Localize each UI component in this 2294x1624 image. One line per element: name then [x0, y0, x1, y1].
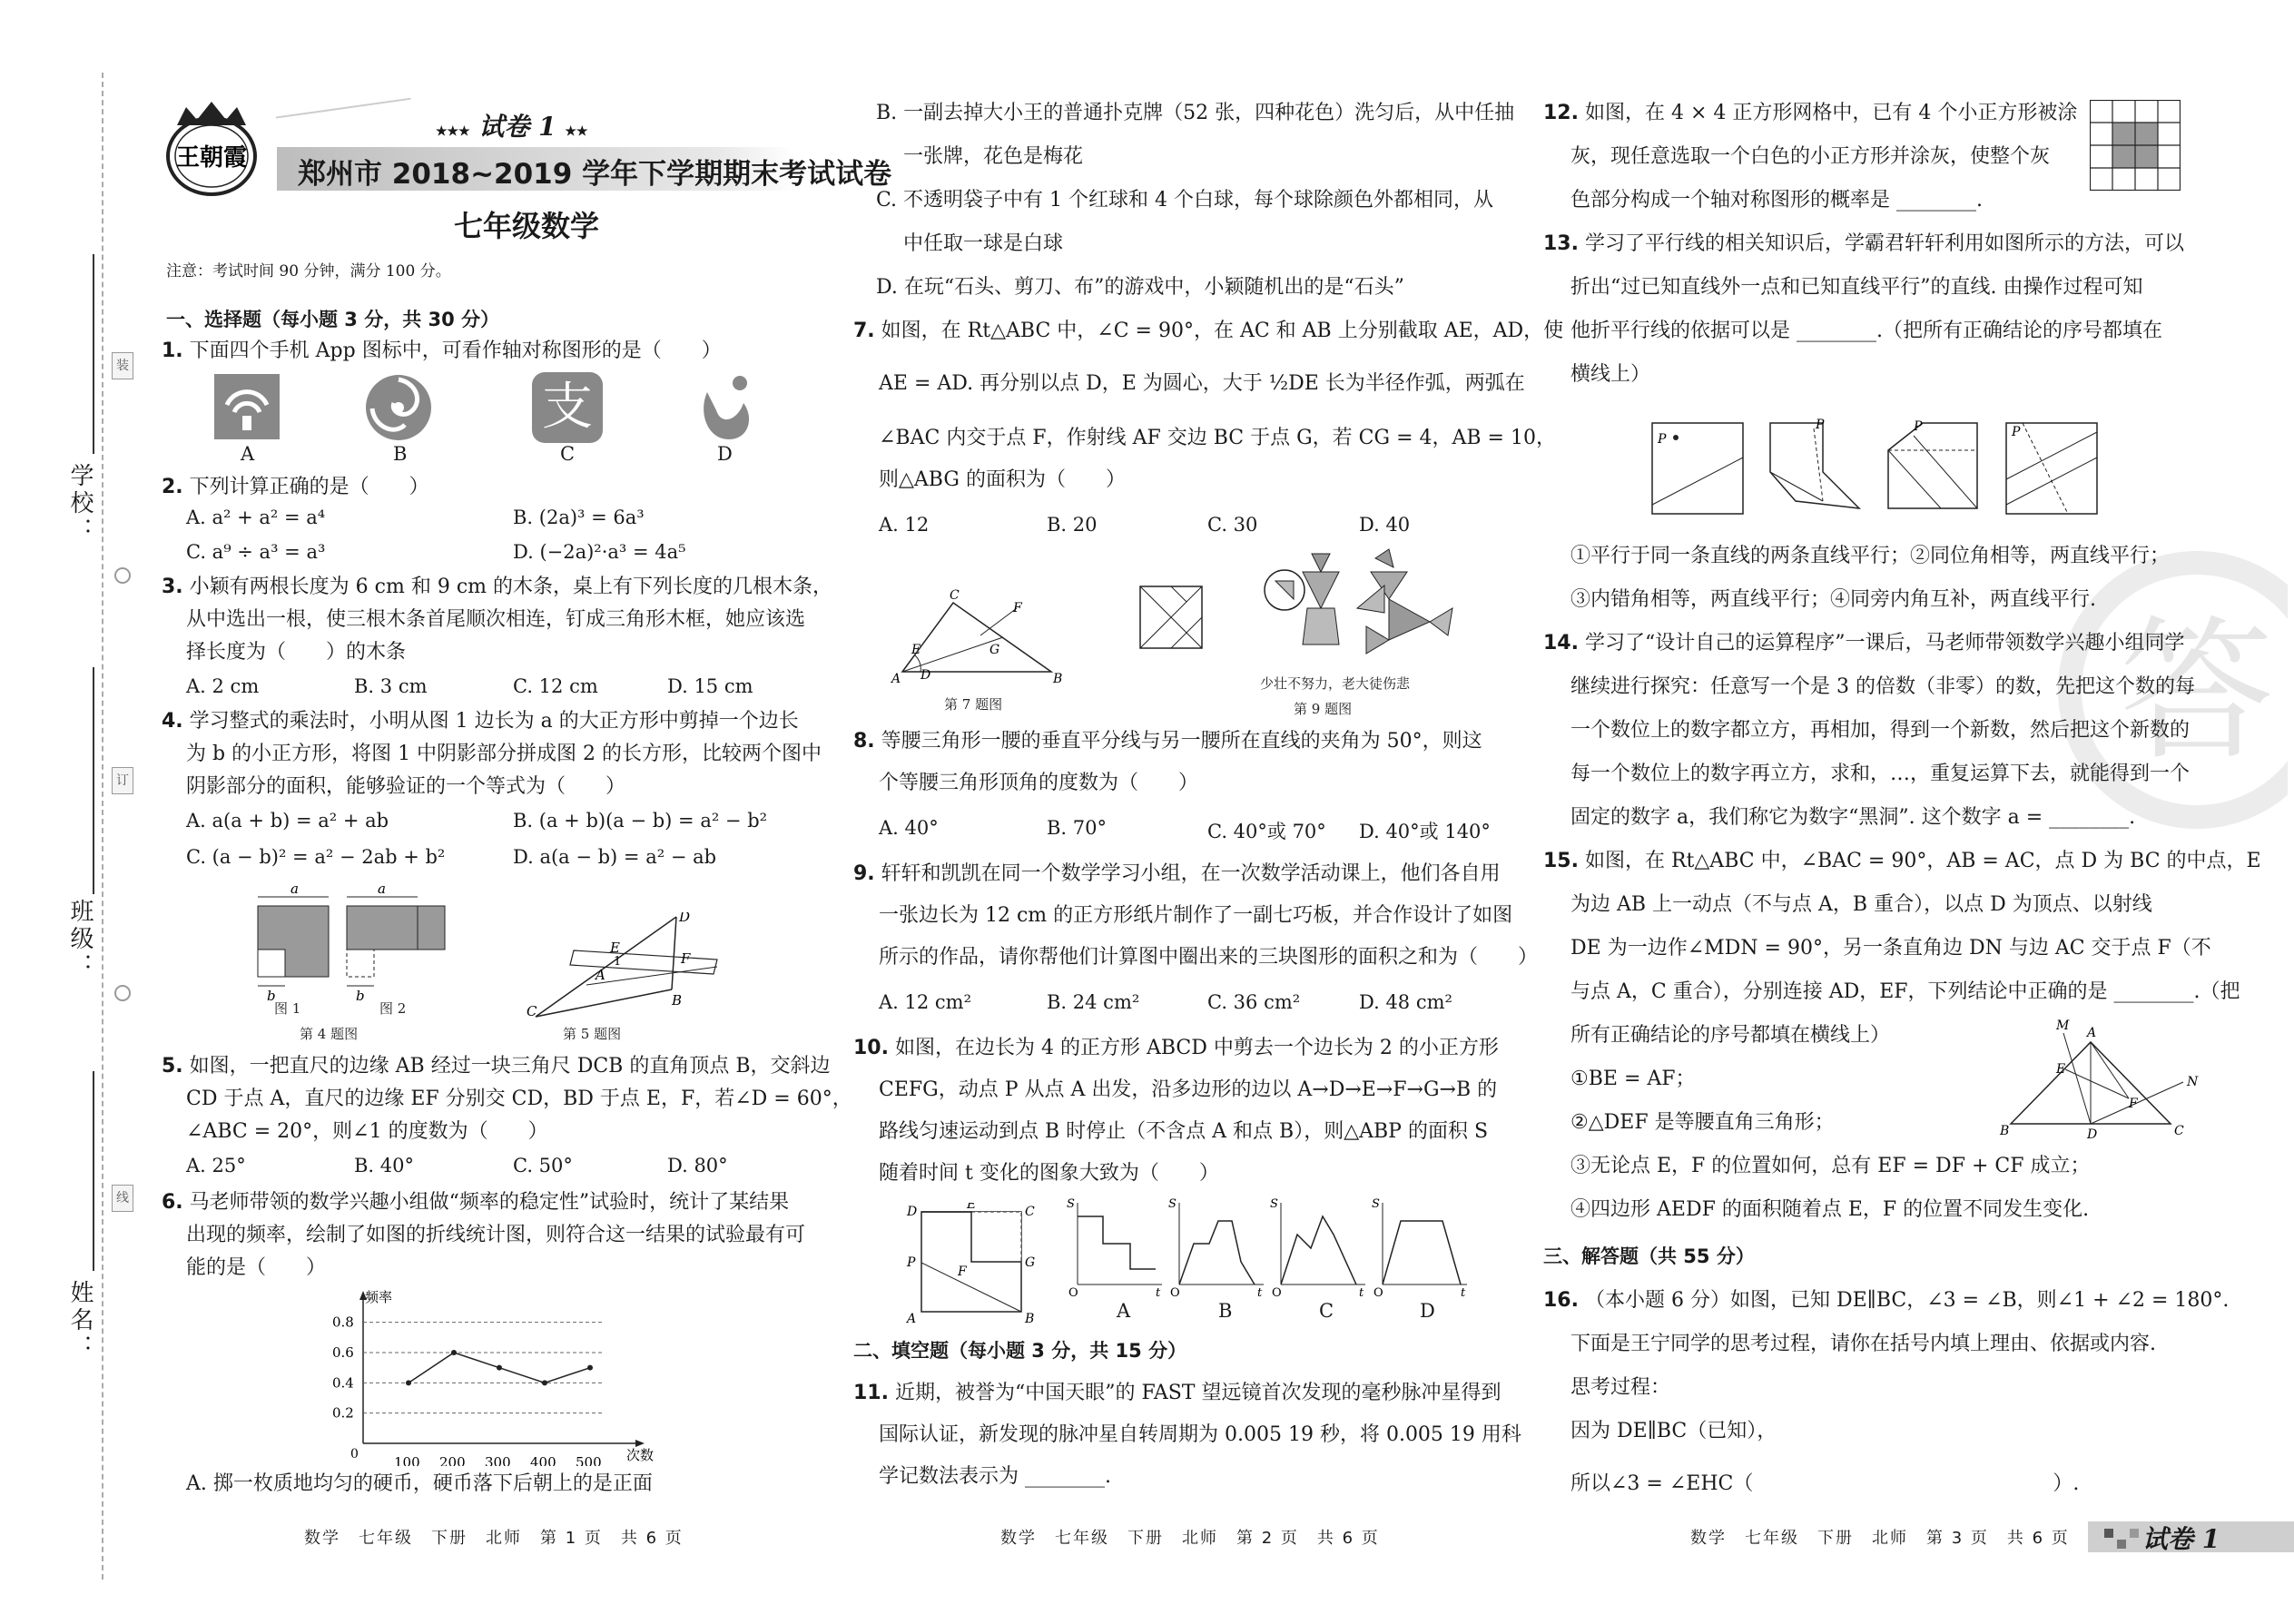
q6-option-c-line-1[interactable]: C. 不透明袋子中有 1 个红球和 4 个白球，每个球除颜色外都相同，从	[876, 189, 1494, 212]
q7-line-3: ∠BAC 内交于点 F，作射线 AF 交边 BC 于点 G，若 CG = 4，AB = 10，	[879, 427, 1556, 449]
seal-xian: 线	[112, 1185, 133, 1212]
fold-step-4	[2006, 423, 2097, 514]
q5-option-a[interactable]: A. 25°	[186, 1155, 246, 1176]
binding-hole-1	[114, 567, 131, 584]
q1-label-c: C	[560, 443, 576, 465]
q7-line-2: AE = AD. 再分别以点 D，E 为圆心，大于 ½DE 长为半径作弧，两弧在	[879, 372, 1525, 395]
class-label: 班级：	[66, 899, 94, 980]
q4-fig2-caption: 图 2	[379, 1000, 407, 1017]
binding-dashed-line	[102, 73, 103, 1580]
footer-square-3	[2130, 1529, 2139, 1538]
q9-option-c[interactable]: C. 36 cm²	[1207, 991, 1301, 1013]
svg-text:C: C	[527, 1003, 537, 1019]
svg-text:E: E	[967, 1203, 977, 1212]
chart-ytick-label: 0.2	[332, 1404, 354, 1422]
q16-line-4: 因为 DE∥BC（已知），	[1570, 1420, 1777, 1442]
q10-square-figure	[903, 1203, 1039, 1325]
logo-text: 王朝霞	[175, 144, 248, 172]
q8-option-c[interactable]: C. 40°或 70°	[1207, 821, 1326, 842]
q7-figure-caption: 第 7 题图	[944, 696, 1003, 713]
svg-text:S: S	[1270, 1198, 1278, 1211]
chart-xlabel: 次数	[626, 1447, 655, 1463]
tangram-square-figure	[1139, 586, 1203, 649]
svg-text:B: B	[1053, 672, 1063, 685]
q5-option-c[interactable]: C. 50°	[513, 1155, 573, 1176]
q7-figure	[890, 581, 1071, 685]
q10-line-2: CEFG，动点 P 从点 A 出发，沿多边形的边以 A→D→E→F→G→B 的	[879, 1078, 1498, 1101]
chart-data-point	[542, 1380, 547, 1385]
footer-square-1	[2104, 1529, 2113, 1538]
q16-line-2: 下面是王宁同学的思考过程，请你在括号内填上理由、依据或内容.	[1570, 1333, 2156, 1355]
q15-statement-4: ④四边形 AEDF 的面积随着点 E，F 的位置不同发生变化.	[1570, 1198, 2090, 1221]
q8-line-2: 个等腰三角形顶角的度数为（ ）	[879, 772, 1199, 794]
q14-line-1: 14. 学习了“设计自己的运算程序”一课后，马老师带领数学兴趣小组同学	[1543, 632, 2185, 655]
q3-option-a[interactable]: A. 2 cm	[186, 675, 260, 697]
q13-line-3[interactable]: 他折平行线的依据可以是 ________.（把所有正确结论的序号都填在	[1570, 320, 2162, 342]
footer-page-1: 数学 七年级 下册 北师 第 1 页 共 6 页	[304, 1529, 684, 1548]
svg-text:t: t	[1156, 1286, 1161, 1298]
q4-line-1: 4. 学习整式的乘法时，小明从图 1 边长为 a 的大正方形中剪掉一个边长	[162, 710, 799, 733]
svg-text:C: C	[950, 588, 960, 603]
svg-text:答: 答	[2119, 602, 2275, 782]
svg-text:A: A	[907, 1312, 917, 1325]
alipay-app-icon: 支	[532, 372, 603, 443]
paper-tag: ★★★ 试卷 1 ★★	[436, 112, 588, 142]
class-field-line[interactable]	[93, 667, 94, 894]
svg-text:F: F	[2129, 1097, 2138, 1111]
svg-text:t: t	[1257, 1286, 1263, 1298]
q1-label-b: B	[393, 443, 408, 465]
binding-hole-2	[114, 985, 131, 1001]
chart-data-point	[406, 1380, 411, 1385]
brand-logo	[159, 100, 277, 200]
q3-line-2: 从中选出一根，使三根木条首尾顺次相连，钉成三角形木框，她应该选	[186, 608, 806, 631]
ribbon-swoosh	[276, 98, 414, 143]
chart-x-arrow	[635, 1440, 645, 1447]
q12-line-2: 灰，现任意选取一个白色的小正方形并涂灰，使整个灰	[1570, 145, 2051, 168]
q15-statement-2: ②△DEF 是等腰直角三角形；	[1570, 1111, 1835, 1134]
q9-figure-caption: 第 9 题图	[1294, 701, 1353, 717]
svg-text:D: D	[921, 668, 931, 683]
q7-line-4: 则△ABG 的面积为（ ）	[879, 468, 1126, 491]
chart-xtick-label: 100	[394, 1454, 420, 1466]
q13-line-4: 横线上）	[1570, 363, 1651, 386]
seal-zhuang: 装	[112, 352, 133, 379]
q4-line-3: 阴影部分的面积，能够验证的一个等式为（ ）	[186, 775, 626, 798]
q5-figure	[527, 912, 735, 1030]
q15-line-5: 所有正确结论的序号都填在横线上）	[1570, 1024, 1891, 1047]
swirl-app-icon	[363, 372, 434, 443]
q2-option-b[interactable]: B. (2a)³ = 6a³	[513, 507, 645, 528]
seal-ding: 订	[112, 767, 133, 794]
q16-line-3: 思考过程：	[1570, 1376, 1671, 1399]
chart-xtick-label: 200	[439, 1454, 466, 1466]
q13-line-2: 折出“过已知直线外一点和已知直线平行”的直线. 由操作过程可知	[1570, 276, 2143, 299]
svg-text:O: O	[1272, 1286, 1282, 1298]
svg-text:F: F	[1013, 601, 1022, 615]
q15-figure	[1993, 1015, 2201, 1142]
chart-ytick-label: 0.8	[332, 1314, 354, 1331]
svg-text:a: a	[290, 881, 299, 897]
q7-line-1: 7. 如图，在 Rt△ABC 中，∠C = 90°，在 AC 和 AB 上分别截取 AE，AD，使	[853, 320, 1564, 342]
svg-text:F: F	[681, 950, 691, 967]
svg-text:F: F	[958, 1265, 967, 1279]
section1-heading: 一、选择题（每小题 3 分，共 30 分）	[166, 309, 500, 330]
svg-text:b: b	[356, 988, 365, 1004]
fold-step-1	[1652, 423, 1743, 514]
q5-line-3: ∠ABC = 20°，则∠1 的度数为（ ）	[186, 1120, 548, 1143]
fold-step-3	[1888, 419, 1977, 508]
svg-text:1: 1	[614, 955, 622, 969]
chart-data-point	[587, 1365, 593, 1371]
q10-line-4: 随着时间 t 变化的图象大致为（ ）	[879, 1162, 1219, 1185]
name-field-line[interactable]	[93, 1071, 94, 1271]
exam-title: 郑州市 2018~2019 学年下学期期末考试试卷	[298, 158, 892, 191]
svg-text:S: S	[1372, 1198, 1380, 1211]
svg-text:P: P	[1816, 418, 1825, 432]
svg-text:t: t	[1359, 1286, 1364, 1298]
svg-text:E: E	[610, 940, 620, 956]
q13-line-1: 13. 学习了平行线的相关知识后，学霸君轩轩利用如图所示的方法，可以	[1543, 232, 2184, 255]
svg-text:C: C	[1025, 1205, 1035, 1219]
q15-line-4[interactable]: 与点 A，C 重合），分别连接 AD，EF，下列结论中正确的是 ________.（把	[1570, 980, 2240, 1003]
svg-text:E: E	[911, 643, 921, 657]
q8-line-1: 8. 等腰三角形一腰的垂直平分线与另一腰所在直线的夹角为 50°，则这	[853, 730, 1482, 753]
section2-heading: 二、填空题（每小题 3 分，共 15 分）	[853, 1340, 1187, 1362]
chart-xtick-label: 300	[485, 1454, 511, 1466]
q6-line-1: 6. 马老师带领的数学兴趣小组做“频率的稳定性”试验时，统计了某结果	[162, 1191, 790, 1214]
q6-line-2: 出现的频率，绘制了如图的折线统计图，则符合这一结果的试验最有可	[186, 1224, 806, 1246]
svg-text:A: A	[596, 967, 605, 983]
q15-statement-1: ①BE = AF；	[1570, 1068, 1696, 1090]
chart-origin-label: 0	[350, 1447, 359, 1462]
q7-option-c[interactable]: C. 30	[1207, 514, 1258, 536]
q9-option-d[interactable]: D. 48 cm²	[1359, 991, 1452, 1013]
graph-a	[1067, 1198, 1162, 1298]
chart-ytick-label: 0.4	[332, 1374, 354, 1392]
wifi-app-icon	[214, 374, 280, 439]
svg-text:A: A	[891, 672, 901, 685]
q5-line-1: 5. 如图，一把直尺的边缘 AB 经过一块三角尺 DCB 的直角顶点 B，交斜边	[162, 1055, 831, 1078]
graph-d	[1372, 1198, 1467, 1298]
q3-option-b[interactable]: B. 3 cm	[354, 675, 428, 697]
svg-text:N: N	[2187, 1075, 2199, 1089]
q2-option-d[interactable]: D. (−2a)²·a³ = 4a⁵	[513, 541, 686, 563]
school-label: 学校：	[66, 463, 94, 545]
svg-text:M: M	[2056, 1019, 2070, 1033]
svg-text:B: B	[1025, 1312, 1035, 1325]
fold-step-2	[1770, 418, 1859, 508]
q10-label-c[interactable]: C	[1319, 1300, 1334, 1322]
q9-option-b[interactable]: B. 24 cm²	[1047, 991, 1140, 1013]
q3-option-c[interactable]: C. 12 cm	[513, 675, 598, 697]
q8-option-d[interactable]: D. 40°或 140°	[1359, 821, 1491, 842]
q13-folding-figures	[1650, 418, 2122, 527]
q15-line-2: 为边 AB 上一动点（不与点 A，B 重合），以点 D 为顶点、以射线	[1570, 893, 2152, 916]
q9-line-3: 所示的作品，请你帮他们计算图中圈出来的三块图形的面积之和为（ ）	[879, 946, 1539, 969]
svg-text:D: D	[679, 912, 691, 925]
q11-line-2: 国际认证，新发现的脉冲星自转周期为 0.005 19 秒，将 0.005 19 用科	[879, 1423, 1521, 1446]
q2-option-a[interactable]: A. a² + a² = a⁴	[186, 507, 326, 528]
q4-option-b[interactable]: B. (a + b)(a − b) = a² − b²	[513, 810, 768, 832]
svg-text:D: D	[2087, 1127, 2098, 1142]
q10-line-3: 路线匀速运动到点 B 时停止（不含点 A 和点 B），则△ABP 的面积 S	[879, 1120, 1489, 1143]
q3-option-d[interactable]: D. 15 cm	[667, 675, 753, 697]
svg-text:B: B	[672, 992, 683, 1009]
q15-statement-3: ③无论点 E，F 的位置如何，总有 EF = DF + CF 成立；	[1570, 1155, 2091, 1177]
svg-text:C: C	[2174, 1124, 2184, 1138]
q5-option-d[interactable]: D. 80°	[667, 1155, 728, 1176]
q12-line-1: 12. 如图，在 4 × 4 正方形网格中，已有 4 个小正方形被涂	[1543, 102, 2078, 124]
q4-fig1-caption: 图 1	[274, 1000, 301, 1017]
binding-margin	[0, 0, 159, 1624]
graph-b	[1168, 1198, 1264, 1298]
svg-text:O: O	[1373, 1286, 1383, 1298]
svg-text:b: b	[267, 988, 276, 1004]
q7-option-d[interactable]: D. 40	[1359, 514, 1411, 536]
graph-c	[1270, 1198, 1365, 1298]
q9-figure-subcaption: 少壮不努力，老大徒伤悲	[1260, 675, 1411, 692]
chart-data-point	[451, 1350, 457, 1355]
frequency-line-chart	[309, 1289, 690, 1466]
q11-line-3[interactable]: 学记数法表示为 ________.	[879, 1465, 1111, 1488]
svg-text:P: P	[2012, 425, 2021, 439]
q5-figure-caption: 第 5 题图	[563, 1026, 622, 1042]
q7-option-a[interactable]: A. 12	[879, 514, 930, 536]
q9-line-1: 9. 轩轩和凯凯在同一个数学学习小组，在一次数学活动课上，他们各自用	[853, 862, 1501, 885]
svg-text:P: P	[1914, 419, 1923, 434]
q6-line-3: 能的是（ ）	[186, 1256, 327, 1279]
q8-option-b[interactable]: B. 70°	[1047, 817, 1108, 839]
svg-text:E: E	[2056, 1062, 2066, 1077]
q4-line-2: 为 b 的小正方形，将图 1 中阴影部分拼成图 2 的长方形，比较两个图中	[186, 743, 822, 765]
svg-text:S: S	[1067, 1198, 1075, 1211]
footer-page-3: 数学 七年级 下册 北师 第 3 页 共 6 页	[1690, 1529, 2070, 1548]
svg-text:t: t	[1461, 1286, 1466, 1298]
section3-heading: 三、解答题（共 55 分）	[1543, 1245, 1755, 1267]
q14-line-2: 继续进行探究：任意写一个是 3 的倍数（非零）的数，先把这个数的每	[1570, 675, 2195, 698]
q10-line-1: 10. 如图，在边长为 4 的正方形 ABCD 中剪去一个边长为 2 的小正方形	[853, 1037, 1499, 1059]
chart-data-point	[497, 1365, 502, 1371]
svg-text:O: O	[1170, 1286, 1180, 1298]
subject-title: 七年级数学	[454, 209, 600, 243]
q16-line-5[interactable]: 所以∠3 = ∠EHC（ ）.	[1570, 1472, 2080, 1495]
q13-reason-line-1: ①平行于同一条直线的两条直线平行；②同位角相等，两直线平行；	[1570, 545, 2171, 567]
q12-line-3[interactable]: 色部分构成一个轴对称图形的概率是 ________.	[1570, 189, 1983, 212]
q2-stem: 2. 下列计算正确的是（ ）	[162, 476, 429, 498]
q12-grid-figure	[2090, 100, 2181, 191]
svg-text:a: a	[378, 881, 386, 897]
q8-option-a[interactable]: A. 40°	[879, 817, 939, 839]
chart-xtick-label: 500	[576, 1454, 602, 1466]
chart-xtick-label: 400	[530, 1454, 556, 1466]
svg-text:S: S	[1168, 1198, 1177, 1211]
svg-text:D: D	[907, 1205, 918, 1219]
q10-label-a[interactable]: A	[1117, 1300, 1131, 1322]
frequency-chart-svg	[309, 1289, 690, 1466]
q5-line-2: CD 于点 A，直尺的边缘 EF 分别交 CD，BD 于点 E，F，若∠D = 60°，	[186, 1088, 852, 1110]
svg-text:P: P	[907, 1255, 916, 1270]
footer-paper-tag: 试卷 1	[2142, 1524, 2220, 1554]
svg-text:O: O	[1068, 1286, 1078, 1298]
paper-tag-text: 试卷 1	[478, 112, 556, 142]
q14-line-4: 每一个数位上的数字再立方，求和，…，重复运算下去，就能得到一个	[1570, 763, 2191, 785]
q4-option-c[interactable]: C. (a − b)² = a² − 2ab + b²	[186, 846, 446, 868]
q6-option-b-line-1[interactable]: B. 一副去掉大小王的普通扑克牌（52 张，四种花色）洗匀后，从中任抽	[876, 102, 1515, 124]
q16-line-1: 16. （本小题 6 分）如图，已知 DE∥BC，∠3 = ∠B，则∠1 + ∠2 = 180°.	[1543, 1289, 2230, 1312]
q1-stem: 1. 下面四个手机 App 图标中，可看作轴对称图形的是（ ）	[162, 340, 722, 362]
q9-line-2: 一张边长为 12 cm 的正方形纸片制作了一副七巧板，并合作设计了如图	[879, 904, 1513, 927]
q14-line-3: 一个数位上的数字都立方，再相加，得到一个新数，然后把这个新数的	[1570, 719, 2191, 742]
q4-option-a[interactable]: A. a(a + b) = a² + ab	[186, 810, 389, 832]
footer-square-2	[2117, 1540, 2126, 1549]
q15-line-3: DE 为一边作∠MDN = 90°，另一条直角边 DN 与边 AC 交于点 F（不	[1570, 937, 2211, 960]
q7-option-b[interactable]: B. 20	[1047, 514, 1098, 536]
q6-option-c-line-2: 中任取一球是白球	[903, 232, 1064, 255]
q6-option-a[interactable]: A. 掷一枚质地均匀的硬币，硬币落下后朝上的是正面	[186, 1472, 653, 1495]
q2-option-c[interactable]: C. a⁹ ÷ a³ = a³	[186, 541, 326, 563]
svg-text:B: B	[2000, 1124, 2010, 1138]
q4-figure-caption: 第 4 题图	[300, 1026, 359, 1042]
school-field-line[interactable]	[93, 254, 94, 454]
q10-option-graphs	[1067, 1198, 1484, 1298]
q9-option-a[interactable]: A. 12 cm²	[879, 991, 972, 1013]
chart-ylabel: 频率	[365, 1289, 393, 1305]
q4-option-d[interactable]: D. a(a − b) = a² − ab	[513, 846, 717, 868]
q6-option-b-line-2: 一张牌，花色是梅花	[903, 145, 1084, 168]
svg-text:A: A	[2087, 1026, 2097, 1040]
q15-line-1: 15. 如图，在 Rt△ABC 中，∠BAC = 90°，AB = AC，点 D 为 BC 的中点，E	[1543, 850, 2261, 872]
exam-note: 注意：考试时间 90 分钟，满分 100 分。	[166, 262, 451, 281]
svg-text:G: G	[989, 643, 1000, 657]
person-app-icon	[694, 372, 758, 447]
q1-label-d: D	[717, 443, 733, 465]
chart-ytick-label: 0.6	[332, 1344, 354, 1361]
svg-text:P: P	[1658, 432, 1667, 447]
tangram-figures	[1257, 545, 1466, 672]
q1-label-a: A	[241, 443, 255, 465]
q5-option-b[interactable]: B. 40°	[354, 1155, 415, 1176]
q3-line-1: 3. 小颖有两根长度为 6 cm 和 9 cm 的木条，桌上有下列长度的几根木条，	[162, 576, 832, 598]
q11-line-1: 11. 近期，被誉为“中国天眼”的 FAST 望远镜首次发现的毫秒脉冲星得到	[853, 1382, 1501, 1404]
q6-option-d[interactable]: D. 在玩“石头、剪刀、布”的游戏中，小颖随机出的是“石头”	[876, 276, 1404, 299]
q13-reason-line-2: ③内错角相等，两直线平行；④同旁内角互补，两直线平行.	[1570, 588, 2096, 611]
q3-line-3: 择长度为（ ）的木条	[186, 641, 407, 664]
q10-label-b[interactable]: B	[1218, 1300, 1233, 1322]
svg-text:G: G	[1025, 1255, 1036, 1270]
footer-page-2: 数学 七年级 下册 北师 第 2 页 共 6 页	[1000, 1529, 1380, 1548]
q10-label-d[interactable]: D	[1420, 1300, 1435, 1322]
name-label: 姓名：	[66, 1280, 94, 1362]
q14-line-5[interactable]: 固定的数字 a，我们称它为数字“黑洞”. 这个数字 a = ________.	[1570, 806, 2136, 829]
